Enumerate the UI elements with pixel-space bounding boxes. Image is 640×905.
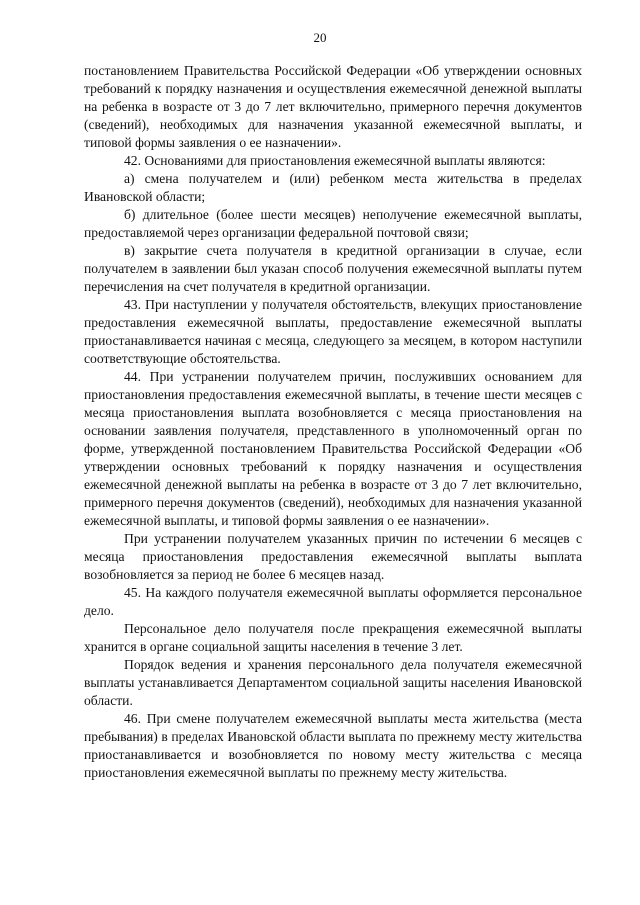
paragraph-44-continuation: При устранении получателем указанных причин по истечении 6 месяцев с месяца приостановления предоставления ежемесячной выплаты выплата возобновляется за период не более 6 месяцев назад. [84,531,582,582]
paragraph-42: 42. Основаниями для приостановления ежемесячной выплаты являются: [124,153,546,168]
paragraph-43: 43. При наступлении у получателя обстоятельств, влекущих приостановление предоставления ежемесячной выплаты, предоставление ежемесячной выплаты приостанавливается начиная с месяца, следующего за месяцем, в котором наступили соответствующие обстоятельства. [84,297,582,366]
paragraph-45-procedure: Порядок ведения и хранения персонального дела получателя ежемесячной выплаты устанавливается Департаментом социальной защиты населения Ивановской области. [84,657,582,708]
paragraph-continuation: постановлением Правительства Российской Федерации «Об утверждении основных требований к порядку назначения и осуществления ежемесячной денежной выплаты на ребенка в возрасте от 3 до 7 лет включительно, примерного перечня документов (сведений), необходимых для назначения указанной ежемесячной выплаты, и типовой формы заявления о ее назначении». [84,63,582,150]
paragraph-46: 46. При смене получателем ежемесячной выплаты места жительства (места пребывания) в пределах Ивановской области выплата по прежнему месту жительства приостанавливается и возобновляется по новому месту жительства с месяца приостановления ежемесячной выплаты по прежнему месту жительства. [84,711,582,780]
paragraph-42-b: б) длительное (более шести месяцев) неполучение ежемесячной выплаты, предоставляемой через организации федеральной почтовой связи; [84,207,582,240]
paragraph-45: 45. На каждого получателя ежемесячной выплаты оформляется персональное дело. [84,585,582,618]
paragraph-42-a: а) смена получателем и (или) ребенком места жительства в пределах Ивановской области; [84,171,582,204]
document-body [84,62,582,782]
paragraph-42-v: в) закрытие счета получателя в кредитной организации в случае, если получателем в заявлении был указан способ получения ежемесячной выплаты путем перечисления на счет получателя в кредитной организации. [84,243,582,294]
paragraph-45-storage: Персональное дело получателя после прекращения ежемесячной выплаты хранится в органе социальной защиты населения в течение 3 лет. [84,621,582,654]
paragraph-44: 44. При устранении получателем причин, послуживших основанием для приостановления предоставления ежемесячной выплаты, в течение шести месяцев с месяца приостановления выплата возобновляется с месяца приостановления на основании заявления получателя, представленного в уполномоченный орган по форме, утвержденной постановлением Правительства Российской Федерации «Об утверждении основных требований к порядку назначения и осуществления ежемесячной денежной выплаты на ребенка в возрасте от 3 до 7 лет включительно, примерного перечня документов (сведений), необходимых для назначения указанной ежемесячной выплаты, и типовой формы заявления о ее назначении». [84,369,582,528]
page-number: 20 [313,30,327,45]
